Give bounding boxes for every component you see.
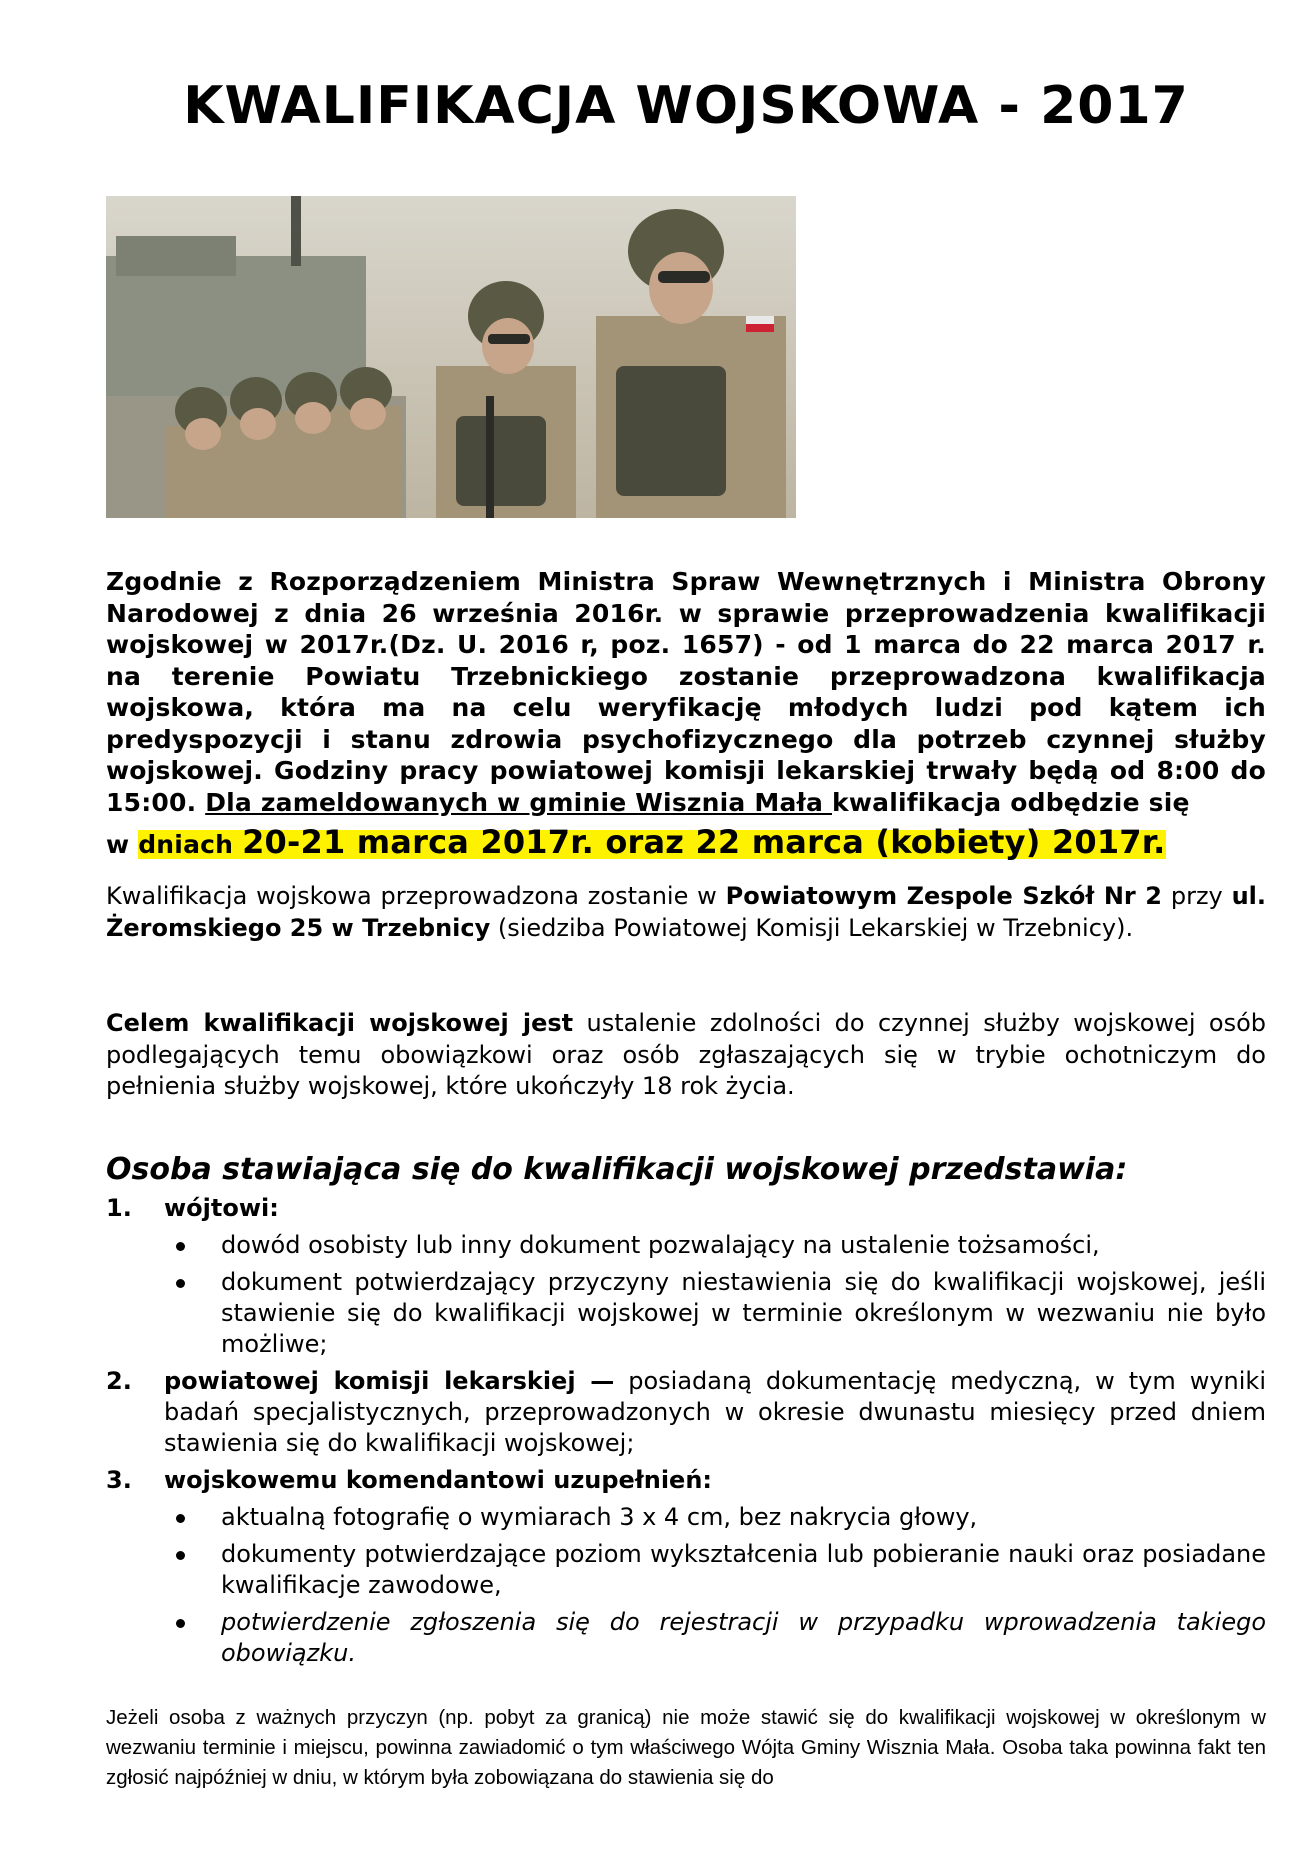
bullet-text: aktualną fotografię o wymiarach 3 x 4 cm, bez nakrycia głowy,	[221, 1503, 978, 1531]
location-text-1: Kwalifikacja wojskowa przeprowadzona zostanie w	[106, 882, 726, 910]
list-item	[106, 1193, 1266, 1360]
location-text-3: (siedziba Powiatowej Komisji Lekarskiej w Trzebnicy).	[490, 913, 1134, 942]
item-body	[164, 1366, 1266, 1459]
bullet-item	[164, 1607, 1266, 1669]
item-number: 3.	[106, 1466, 132, 1494]
dates-big-text: 20-21 marca 2017r. oraz 22 marca (kobiety) 2017r.	[242, 823, 1166, 861]
location-paragraph	[106, 881, 1266, 944]
purpose-paragraph	[106, 1008, 1266, 1103]
bullet-item	[164, 1267, 1266, 1360]
bullet-icon	[176, 1551, 185, 1560]
intro-paragraph	[106, 566, 1266, 867]
item-text: posiadaną dokumentację medyczną, w tym wyniki badań specjalistycznych, przeprowadzonych w okresie dwunastu miesięcy przed dniem stawienia się do kwalifikacji wojskowej;	[164, 1367, 1266, 1457]
item-body	[164, 1193, 1266, 1224]
purpose-bold: Celem kwalifikacji wojskowej jest	[106, 1009, 574, 1037]
item-number: 2.	[106, 1367, 132, 1395]
item-number: 1.	[106, 1194, 132, 1222]
bullet-text: potwierdzenie zgłoszenia się do rejestracji w przypadku wprowadzenia takiego obowiązku.	[221, 1608, 1266, 1667]
bullet-text: dokument potwierdzający przyczyny niestawienia się do kwalifikacji wojskowej, jeśli stawienie się do kwalifikacji wojskowej w terminie określonym w wezwaniu nie było możliwe;	[221, 1268, 1266, 1358]
location-school: Powiatowym Zespole Szkół Nr 2	[725, 882, 1163, 910]
item-label: wójtowi:	[164, 1194, 279, 1222]
bullet-icon	[176, 1242, 185, 1251]
soldiers-photo-illustration	[106, 196, 796, 518]
highlighted-dates	[138, 823, 1166, 861]
dates-small-text: dniach	[138, 830, 243, 859]
footer-paragraph: Jeżeli osoba z ważnych przyczyn (np. pobyt za granicą) nie może stawić się do kwalifikacji wojskowej w określonym w wezwaniu terminie i miejscu, powinna zawiadomić o tym właściwego Wójta Gminy Wisznia Mała. Osoba taka powinna fakt ten zgłosić najpóźniej w dniu, w którym była zobowiązana do stawienia się do	[106, 1706, 1266, 1789]
bullet-icon	[176, 1514, 185, 1523]
requirements-list	[106, 1193, 1266, 1675]
bullet-icon	[176, 1279, 185, 1288]
list-item	[106, 1465, 1266, 1669]
page-title: KWALIFIKACJA WOJSKOWA - 2017	[183, 76, 1189, 136]
purpose-text: ustalenie zdolności do czynnej służby wojskowej osób podlegających temu obowiązkowi oraz osób zgłaszających się w trybie ochotniczym do pełnienia służby wojskowej, które ukończyły 18 rok życia.	[106, 1009, 1266, 1100]
soldiers-photo	[106, 196, 796, 518]
bullet-item	[164, 1539, 1266, 1601]
intro-text-2: kwalifikacja odbędzie się	[832, 787, 1190, 817]
requirements-heading: Osoba stawiająca się do kwalifikacji wojskowej przedstawia:	[106, 1152, 1128, 1187]
location-address: ul. Żeromskiego 25 w Trzebnicy	[106, 882, 1267, 942]
intro-underlined-municipality: Dla zameldowanych w gminie Wisznia Mała	[205, 787, 832, 817]
item-label: powiatowej komisji lekarskiej —	[164, 1367, 615, 1395]
bullet-text: dokumenty potwierdzające poziom wykształcenia lub pobieranie nauki oraz posiadane kwalifikacje zawodowe,	[221, 1540, 1266, 1599]
bullet-text: dowód osobisty lub inny dokument pozwalający na ustalenie tożsamości,	[221, 1231, 1100, 1259]
bullet-icon	[176, 1619, 185, 1628]
intro-text-1: Zgodnie z Rozporządzeniem Ministra Spraw Wewnętrznych i Ministra Obrony Narodowej z dnia 26 września 2016r. w sprawie przeprowadzenia kwalifikacji wojskowej w 2017r.(Dz. U. 2016 r, poz. 1657) - od 1 marca do 22 marca 2017 r. na terenie Powiatu Trzebnickiego zostanie przeprowadzona kwalifikacja wojskowa, która ma na celu weryfikację młodych ludzi pod kątem ich predyspozycji i stanu zdrowia psychofizycznego dla potrzeb czynnej służby wojskowej. Godziny pracy powiatowej komisji lekarskiej trwały będą od 8:00 do 15:00.	[106, 567, 1266, 817]
list-item	[106, 1366, 1266, 1459]
bullet-item	[164, 1230, 1266, 1261]
item-label: wojskowemu komendantowi uzupełnień:	[164, 1466, 713, 1494]
location-text-2: przy	[1162, 882, 1232, 910]
dates-line	[106, 820, 1266, 867]
item-body	[164, 1465, 1266, 1496]
bullet-item	[164, 1502, 1266, 1533]
dates-prefix: w	[106, 830, 139, 859]
